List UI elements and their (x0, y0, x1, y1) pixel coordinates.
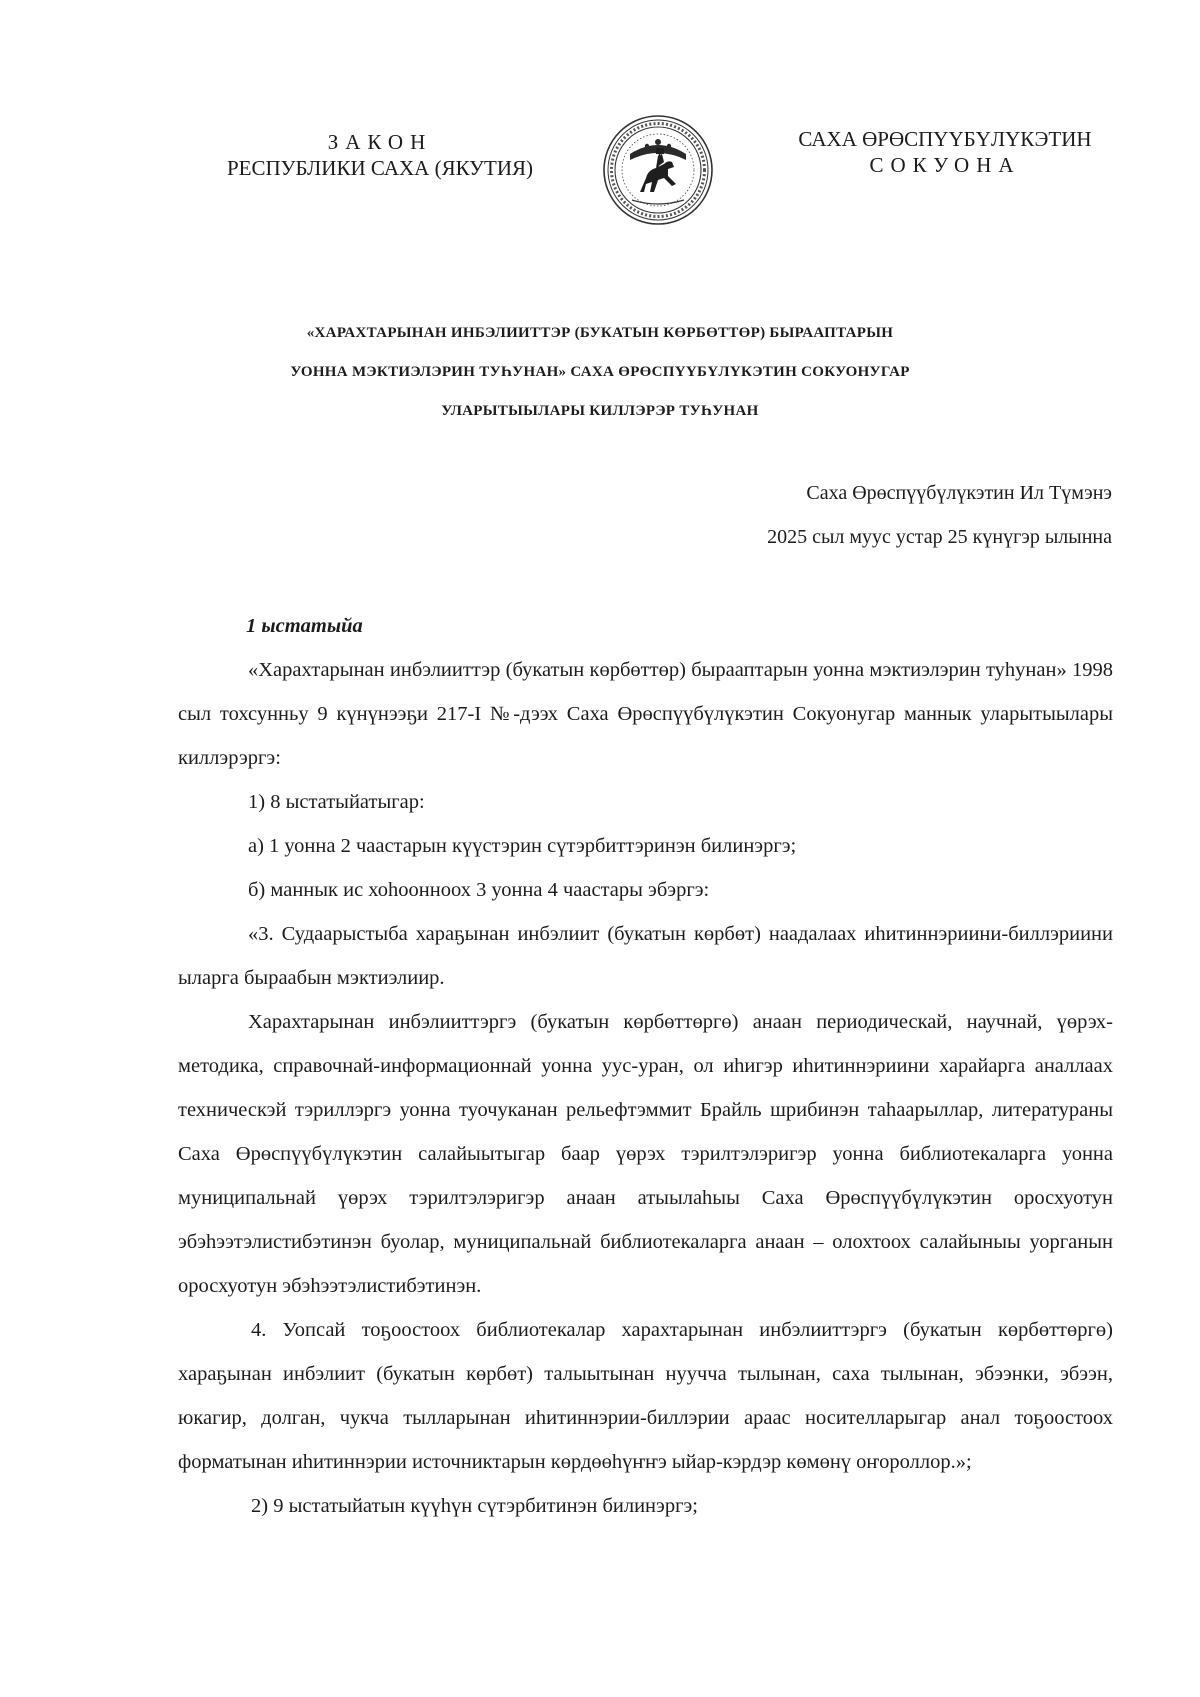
article-item-1: 1) 8 ыстатыйатыгар: (248, 791, 425, 813)
header-left-subtitle: РЕСПУБЛИКИ САХА (ЯКУТИЯ) (226, 156, 534, 180)
header-right-title: САХА ӨРӨСПҮҮБҮЛҮКЭТИН (798, 127, 1092, 151)
law-title (160, 314, 1040, 431)
article-part-3: «3. Судаарыстыба хараҕынан инбэлиит (букатын көрбөт) наадалаах иһитиннэриини-биллэриини ыларга быраабын мэктиэлиир. (178, 923, 1113, 989)
law-title-line-1: «ХАРАХТАРЫНАН ИНБЭЛИИТТЭР (БУКАТЫН КӨРБӨТТӨР) БЫРААПТАРЫН (306, 325, 894, 341)
law-title-line-3: УЛАРЫТЫЫЛАРЫ КИЛЛЭРЭР ТУҺУНАН (441, 403, 759, 419)
header-left-title: ЗАКОН (327, 130, 433, 154)
header-right-subtitle: СОКУОНА (869, 153, 1021, 177)
article-part-4: 4. Уопсай тоҕоостоох библиотекалар харахтарынан инбэлииттэргэ (букатын көрбөттөргө) хараҕынан инбэлиит (букатын көрбөт) талыытынан нуучча тылынан, саха тылынан, эбээнки, эбээн, юкагир, долган, чукча тылларынан иһитиннэрии-биллэрии араас носителларыгар анал тоҕоостоох форматынан иһитиннэрии источниктарын көрдөөһүҥҥэ ыйар-кэрдэр көмөнү оҥороллор.»; (178, 1319, 1113, 1473)
article-item-2: 2) 9 ыстатыйатын күүһүн сүтэрбитинэн билинэргэ; (251, 1495, 698, 1517)
article-intro: «Харахтарынан инбэлииттэр (букатын көрбөттөр) бырааптарын уонна мэктиэлэрин туһунан» 1998 сыл тохсунньу 9 күнүнээҕи 217-I №-дээх Саха Өрөспүүбүлүкэтин Сокуонугар маннык уларытыылары киллэрэргэ: (178, 659, 1113, 769)
adoption-date: 2025 сыл муус устар 25 күнүгэр ылынна (767, 526, 1112, 548)
sakha-coat-of-arms-seal-icon (602, 114, 714, 226)
adoption-body: Саха Өрөспүүбүлүкэтин Ил Түмэнэ (806, 482, 1112, 504)
header-right (765, 126, 1125, 178)
article-body (178, 604, 1113, 1528)
article-item-1b: б) маннык ис хоһоонноох 3 уонна 4 чаастары эбэргэ: (248, 879, 710, 901)
article-item-1a: а) 1 уонна 2 чаастарын күүстэрин сүтэрбиттэринэн билинэргэ; (248, 835, 797, 857)
article-part-3-paragraph: Харахтарынан инбэлииттэргэ (букатын көрбөттөргө) анаан периодическай, научнай, үөрэх-методика, справочнай-информационнай уонна уус-уран, ол иһигэр иһитиннэриини харайарга аналлаах техническэй тэриллэргэ уонна туочуканан рельефтэммит Брайль шрибинэн таһаарыллар, литератураны Саха Өрөспүүбүлүкэтин салайыытыгар баар үөрэх тэрилтэлэригэр уонна библиотекаларга уонна муниципальнай үөрэх тэрилтэлэригэр анаан атыылаһыы Саха Өрөспүүбүлүкэтин оросхуотун эбэһээтэлистибэтинэн буолар, муниципальнай библиотекаларга анаан – олохтоох салайыныы уорганын оросхуотун эбэһээтэлистибэтинэн. (178, 1011, 1113, 1297)
article-heading: 1 ыстатыйа (246, 615, 363, 637)
law-title-line-2: УОННА МЭКТИЭЛЭРИН ТУҺУНАН» САХА ӨРӨСПҮҮБҮЛҮКЭТИН СОКУОНУГАР (290, 364, 910, 380)
header-left (195, 129, 565, 181)
